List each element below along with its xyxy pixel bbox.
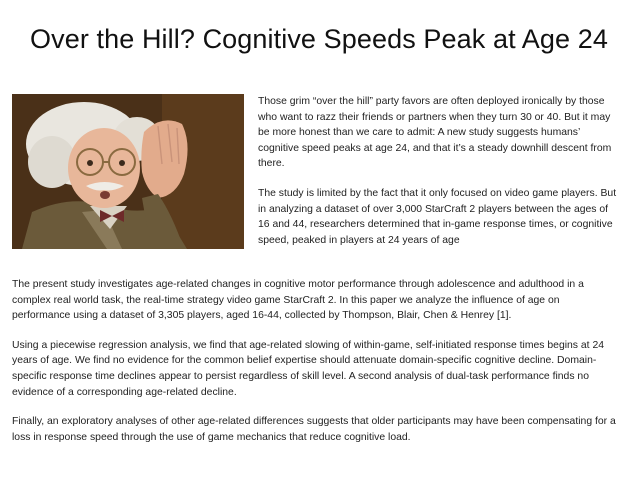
intro-paragraph-2: The study is limited by the fact that it only focused on video game players. But in analyzing a dataset of over 3,000 StarCraft 2 players between the ages of 16 and 44, researchers determined that in-game response times, or cognitive speed, peaked in players at 24 years of age: [258, 187, 617, 246]
slide-title: Over the Hill? Cognitive Speeds Peak at Age 24: [30, 24, 608, 54]
abstract-paragraph-1: The present study investigates age-related changes in cognitive motor performance through adolescence and adulthood in a complex real world task, the real-time strategy video game StarCraft 2. In this paper we analyze the influence of age on performance using a dataset of 3,305 players, aged 16-44, collected by Thompson, Blair, Chen & Henrey [1].: [12, 279, 584, 322]
abstract-paragraph-3: Finally, an exploratory analyses of other age-related differences suggests that older participants may have been compensating for a loss in response speed through the use of game mechanics that reduce cognitive load.: [12, 416, 616, 443]
intro-text: [258, 94, 618, 262]
photo-illustration: [12, 94, 244, 249]
photo-old-man-cupping-ear: [12, 94, 244, 249]
intro-paragraph-1: Those grim “over the hill” party favors are often deployed ironically by those who want to razz their friends or partners when they turn 30 or 40. But it may be more honest than we care to admit: A new study suggests humans’ cognitive speed peaks at age 24, and that it’s a steady downhill descent from there.: [258, 96, 612, 170]
abstract-text: [12, 277, 617, 459]
abstract-paragraph-2: Using a piecewise regression analysis, we find that age-related slowing of within-game, self-initiated response times begins at 24 years of age. We find no evidence for the common belief expertise should attenuate domain-specific cognitive decline. Domain-specific response time declines appear to persist regardless of skill level. A second analysis of dual-task performance finds no evidence of a corresponding age-related decline.: [12, 339, 604, 398]
